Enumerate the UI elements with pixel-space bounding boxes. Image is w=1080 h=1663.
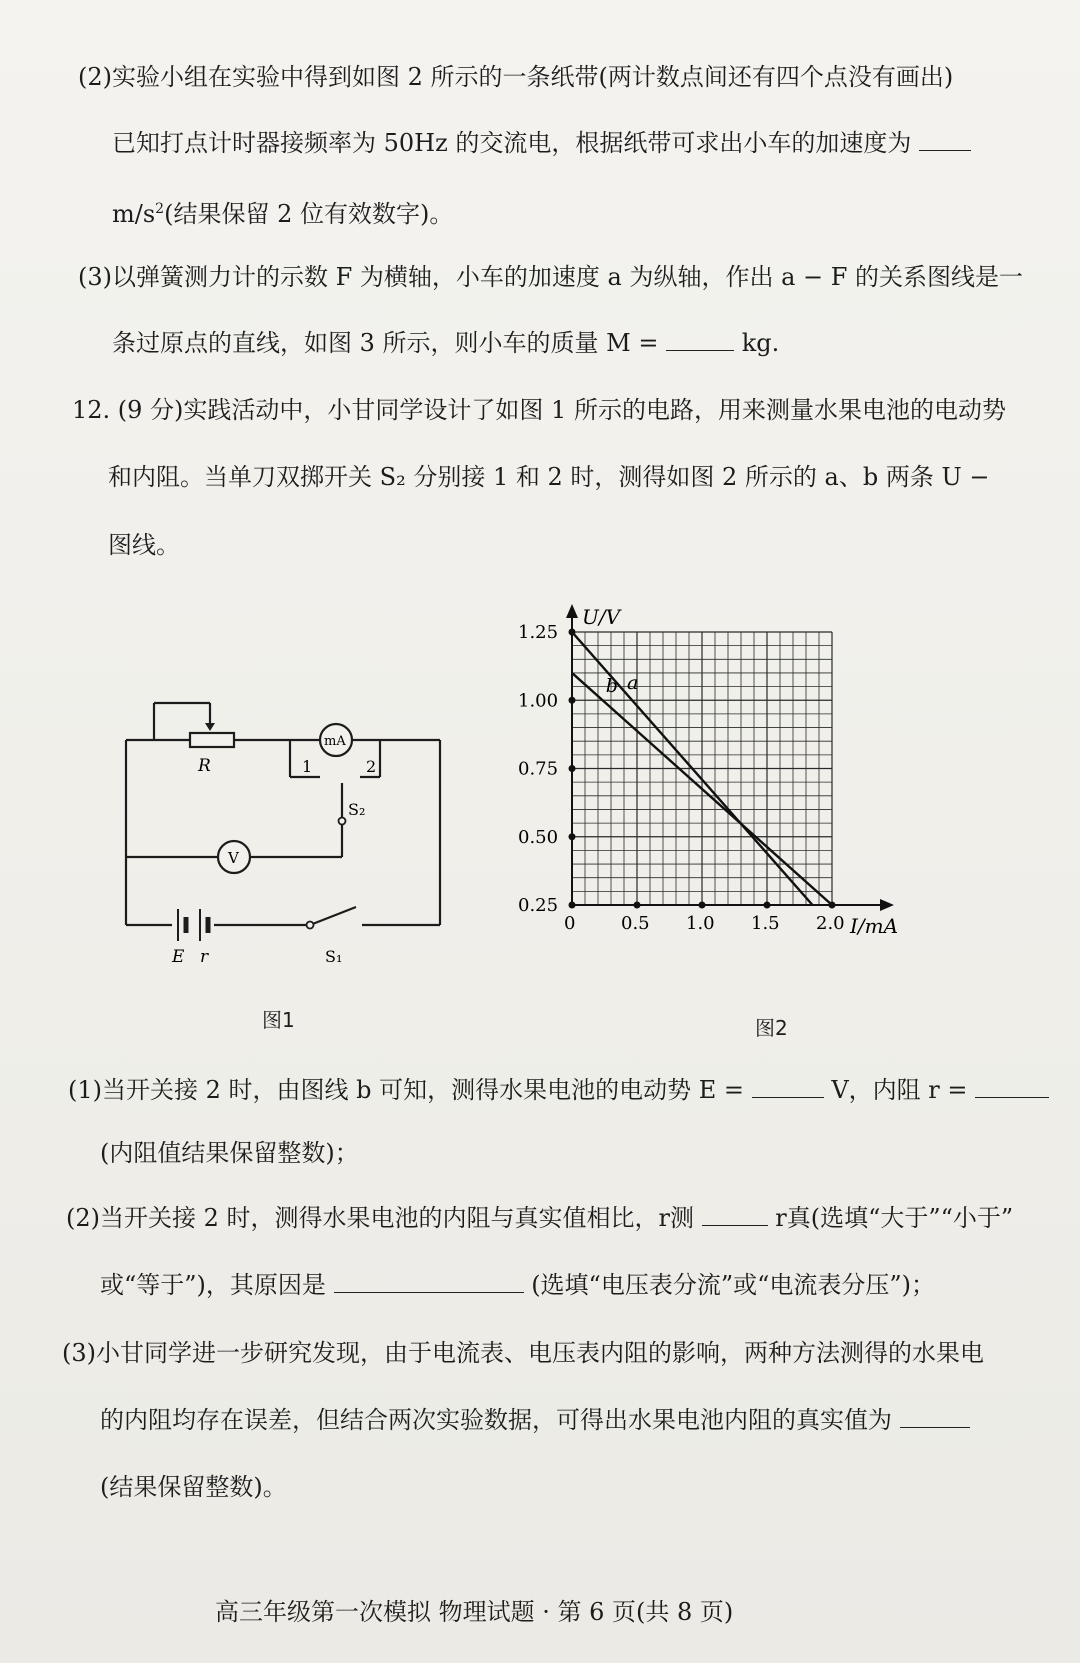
unit-exponent: 2 — [155, 201, 165, 217]
series-label-b: b — [605, 675, 618, 698]
q11-part2-line2 — [112, 128, 971, 158]
figure-2-caption: 图2 — [755, 1016, 788, 1040]
q12-sub2-line1 — [66, 1203, 1013, 1233]
q11-part2-text: 已知打点计时器接频率为 50Hz 的交流电，根据纸带可求出小车的加速度为 — [112, 129, 912, 157]
label-V: V — [228, 849, 239, 867]
answer-blank-reason[interactable] — [334, 1270, 524, 1293]
label-r: r — [200, 947, 209, 967]
y-tick-mark — [569, 902, 576, 909]
x-tick-mark — [764, 902, 771, 909]
y-tick-label: 0.50 — [518, 826, 559, 848]
x-axis-arrow — [880, 899, 894, 911]
mass-unit: kg. — [741, 329, 780, 357]
y-tick-mark — [569, 765, 576, 772]
q11-part3-line2 — [112, 328, 779, 358]
q12-sub3-line1: (3)小甘同学进一步研究发现，由于电流表、电压表内阻的影响，两种方法测得的水果电 — [62, 1339, 984, 1367]
q12-stem-line3: 图线。 — [108, 531, 180, 559]
q11-part2-line3 — [112, 194, 453, 229]
u-i-chart — [518, 605, 980, 1020]
answer-blank-mass[interactable] — [666, 328, 734, 351]
answer-blank-comparison[interactable] — [702, 1203, 768, 1226]
q11-part3-text: 条过原点的直线，如图 3 所示，则小车的质量 M = — [112, 329, 659, 357]
answer-blank-emf[interactable] — [752, 1075, 824, 1098]
x-axis-label: I/mA — [850, 914, 899, 938]
y-tick-label: 1.25 — [518, 622, 559, 643]
q12-stem-line2: 和内阻。当单刀双掷开关 S₂ 分别接 1 和 2 时，测得如图 2 所示的 a、b 两条 U − — [108, 463, 990, 491]
x-tick-label: 2.0 — [816, 913, 845, 934]
q12-stem-line1: 12. (9 分)实践活动中，小甘同学设计了如图 1 所示的电路，用来测量水果电池的电动势 — [72, 396, 1006, 424]
y-tick-mark — [569, 833, 576, 840]
q12-sub2-reason-options: (选填“电压表分流”或“电流表分压”)； — [531, 1271, 935, 1299]
q12-sub2-reason: 或“等于”)，其原因是 — [100, 1271, 326, 1299]
y-axis-arrow — [566, 604, 578, 618]
page-footer: 高三年级第一次模拟 物理试题 · 第 6 页(共 8 页) — [215, 1598, 734, 1626]
label-contact-2: 2 — [366, 757, 377, 776]
y-tick-mark — [569, 697, 576, 704]
x-tick-mark — [699, 902, 706, 909]
series-label-a: a — [626, 672, 639, 695]
x-tick-label: 1.0 — [686, 913, 715, 934]
precision-note: (结果保留 2 位有效数字)。 — [164, 200, 454, 228]
q12-sub2-line2 — [100, 1270, 935, 1300]
q12-sub1-mid: V，内阻 r = — [831, 1076, 968, 1104]
x-tick-mark — [634, 902, 641, 909]
x-tick-label: 0 — [564, 913, 576, 934]
q12-sub3-text: 的内阻均存在误差，但结合两次实验数据，可得出水果电池内阻的真实值为 — [100, 1406, 892, 1434]
q11-part3-line1: (3)以弹簧测力计的示数 F 为横轴，小车的加速度 a 为纵轴，作出 a − F 的关系图线是一 — [78, 263, 1024, 291]
label-S1: S₁ — [325, 947, 343, 966]
q11-part2-line1: (2)实验小组在实验中得到如图 2 所示的一条纸带(两计数点间还有四个点没有画出) — [78, 63, 954, 91]
label-E: E — [172, 947, 185, 967]
q12-sub3-line3: (结果保留整数)。 — [100, 1473, 287, 1501]
label-S2: S₂ — [348, 800, 366, 819]
circuit-diagram — [110, 685, 460, 975]
unit-text: m/s — [112, 200, 156, 228]
q12-sub2-text: (2)当开关接 2 时，测得水果电池的内阻与真实值相比，r测 — [66, 1204, 694, 1232]
x-tick-label: 0.5 — [621, 913, 650, 934]
q12-sub2-options: r真(选填“大于”“小于” — [775, 1204, 1014, 1232]
label-mA: mA — [324, 734, 346, 749]
q12-sub3-line2 — [100, 1405, 970, 1435]
label-R: R — [198, 756, 211, 776]
y-tick-label: 1.00 — [518, 690, 559, 712]
q12-sub1-line2: (内阻值结果保留整数)； — [100, 1139, 359, 1167]
x-tick-label: 1.5 — [751, 913, 780, 934]
figure-1-caption: 图1 — [262, 1008, 295, 1032]
answer-blank-true-resistance[interactable] — [900, 1405, 970, 1428]
label-contact-1: 1 — [302, 757, 313, 776]
q12-sub1-text: (1)当开关接 2 时，由图线 b 可知，测得水果电池的电动势 E = — [68, 1076, 745, 1104]
q12-sub1-line1 — [68, 1075, 1049, 1105]
y-tick-label: 0.25 — [518, 895, 559, 916]
y-tick-label: 0.75 — [518, 758, 559, 780]
answer-blank-internal-resistance[interactable] — [975, 1075, 1049, 1098]
y-axis-label: U/V — [582, 605, 621, 629]
answer-blank-acceleration[interactable] — [919, 128, 971, 151]
